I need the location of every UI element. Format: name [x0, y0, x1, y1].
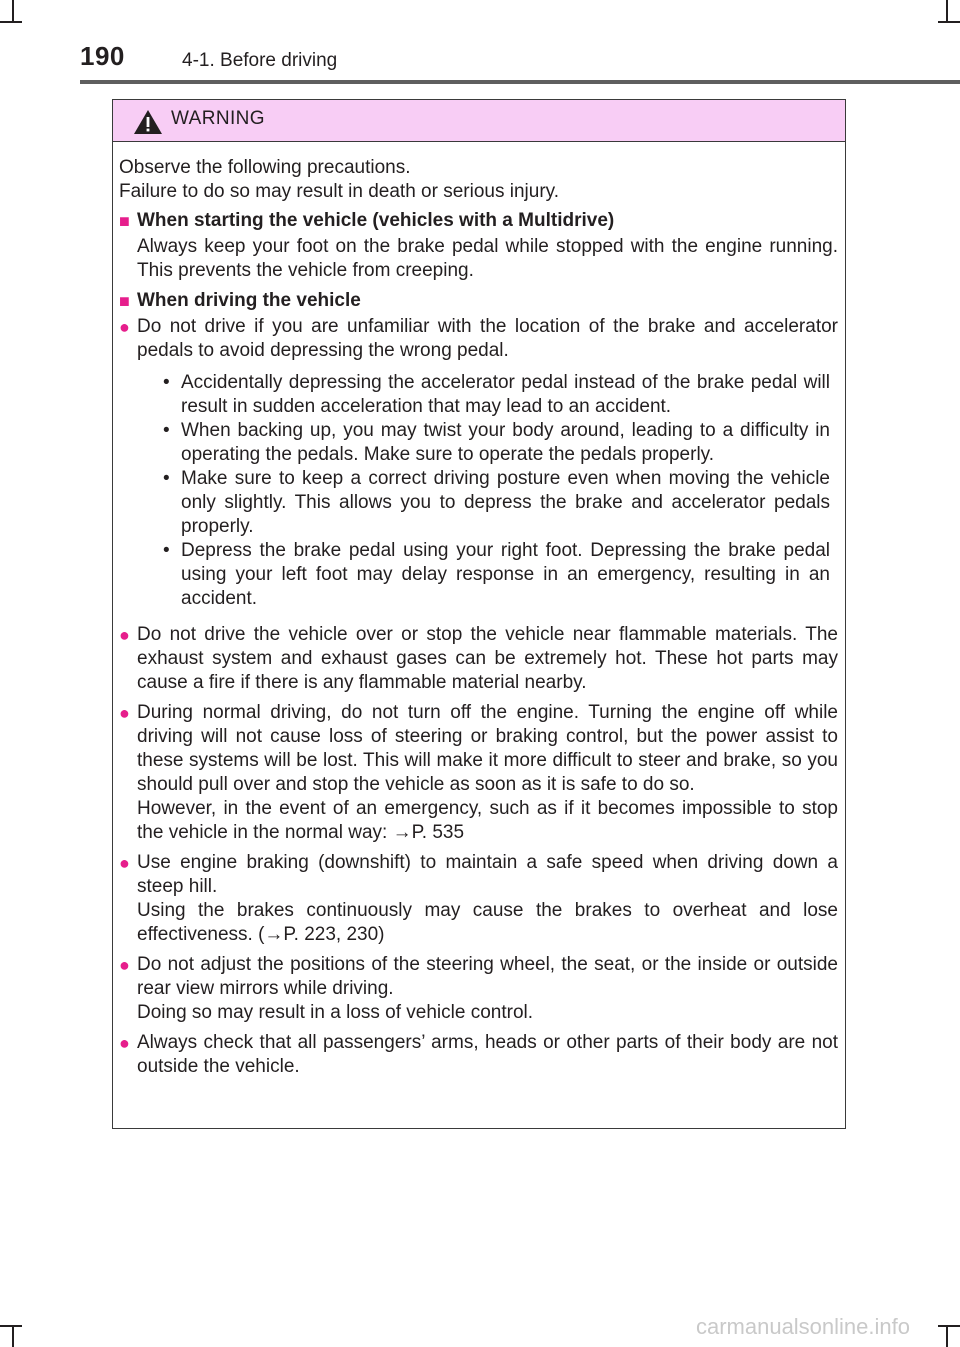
list-item-text: Always check that all passengers’ arms, heads or other parts of their body are not outside the vehicle.	[137, 1032, 838, 1077]
list-item	[119, 851, 838, 947]
list-item-text: However, in the event of an emergency, such as if it becomes impossible to stop the vehicle in the normal way: →P. 535	[137, 798, 838, 843]
list-item	[119, 953, 838, 1025]
warning-body	[113, 142, 845, 1079]
list-item	[119, 315, 838, 617]
list-item-text: Using the brakes continuously may cause the brakes to overheat and lose effectiveness. (→P. 223, 230)	[137, 900, 838, 945]
page-number: 190	[80, 41, 125, 71]
crop-mark	[0, 1325, 22, 1327]
square-bullet-icon: ■	[119, 211, 130, 231]
dot-bullet-icon: •	[163, 372, 170, 393]
intro-line: Failure to do so may result in death or serious injury.	[119, 181, 560, 202]
warning-header	[113, 100, 845, 142]
dot-bullet-icon: •	[163, 468, 170, 489]
list-item-text: Do not drive if you are unfamiliar with the location of the brake and accelerator pedals to avoid depressing the wrong pedal.	[137, 316, 838, 361]
section-title: 4-1. Before driving	[182, 50, 338, 71]
list-item-text: During normal driving, do not turn off the engine. Turning the engine off while driving will not cause loss of steering or braking control, but the power assist to these systems will be lost. This will make it more difficult to steer and brake, so you should pull over and stop the vehicle as soon as it is safe to do so.	[137, 702, 838, 795]
dot-bullet-icon: •	[163, 420, 170, 441]
warning-triangle-icon	[133, 109, 163, 135]
circle-bullet-icon: ●	[119, 317, 130, 337]
list-item-text: Do not drive the vehicle over or stop the vehicle near flammable materials. The exhaust system and exhaust gases can be extremely hot. These hot parts may cause a fire if there is any flammable material nearby.	[137, 624, 838, 693]
intro-line: Observe the following precautions.	[119, 157, 411, 178]
header-divider	[80, 80, 960, 84]
square-bullet-icon: ■	[119, 291, 130, 311]
list-item	[119, 701, 838, 845]
list-item	[119, 623, 838, 695]
list-item-text: Use engine braking (downshift) to maintain a safe speed when driving down a steep hill.	[137, 852, 838, 897]
sub-list-item: • Make sure to keep a correct driving posture even when moving the vehicle only slightly. This allows you to depress the brake and accelerator pedals properly.	[163, 468, 830, 537]
section-heading	[119, 209, 838, 233]
section-text: Always keep your foot on the brake pedal while stopped with the engine running. This prevents the vehicle from creeping.	[137, 236, 838, 281]
crop-mark	[12, 1325, 14, 1347]
list-item-text: Doing so may result in a loss of vehicle control.	[137, 1002, 534, 1023]
section-heading-text: When driving the vehicle	[137, 290, 361, 311]
warning-label: WARNING	[171, 108, 265, 129]
page-header	[0, 0, 960, 86]
crop-mark	[938, 1325, 960, 1327]
list-item	[119, 1031, 838, 1079]
warning-intro	[119, 156, 838, 204]
warning-box	[112, 99, 846, 1129]
dot-bullet-icon: •	[163, 540, 170, 561]
watermark: carmanualsonline.info	[695, 1314, 910, 1339]
section-heading-text: When starting the vehicle (vehicles with a Multidrive)	[137, 210, 615, 231]
circle-bullet-icon: ●	[119, 1033, 130, 1053]
sub-list	[137, 371, 838, 611]
list-item-text: Do not adjust the positions of the steering wheel, the seat, or the inside or outside rear view mirrors while driving.	[137, 954, 838, 999]
crop-mark	[946, 1325, 948, 1347]
circle-bullet-icon: ●	[119, 703, 130, 723]
circle-bullet-icon: ●	[119, 625, 130, 645]
sub-list-item: • Depress the brake pedal using your right foot. Depressing the brake pedal using your left foot may delay response in an emergency, resulting in an accident.	[163, 540, 830, 609]
section-heading	[119, 289, 838, 313]
sub-list-item: • Accidentally depressing the accelerator pedal instead of the brake pedal will result in sudden acceleration that may lead to an accident.	[163, 372, 830, 417]
sub-list-item: • When backing up, you may twist your body around, leading to a difficulty in operating the pedals. Make sure to operate the pedals properly.	[163, 420, 830, 465]
circle-bullet-icon: ●	[119, 955, 130, 975]
circle-bullet-icon: ●	[119, 853, 130, 873]
